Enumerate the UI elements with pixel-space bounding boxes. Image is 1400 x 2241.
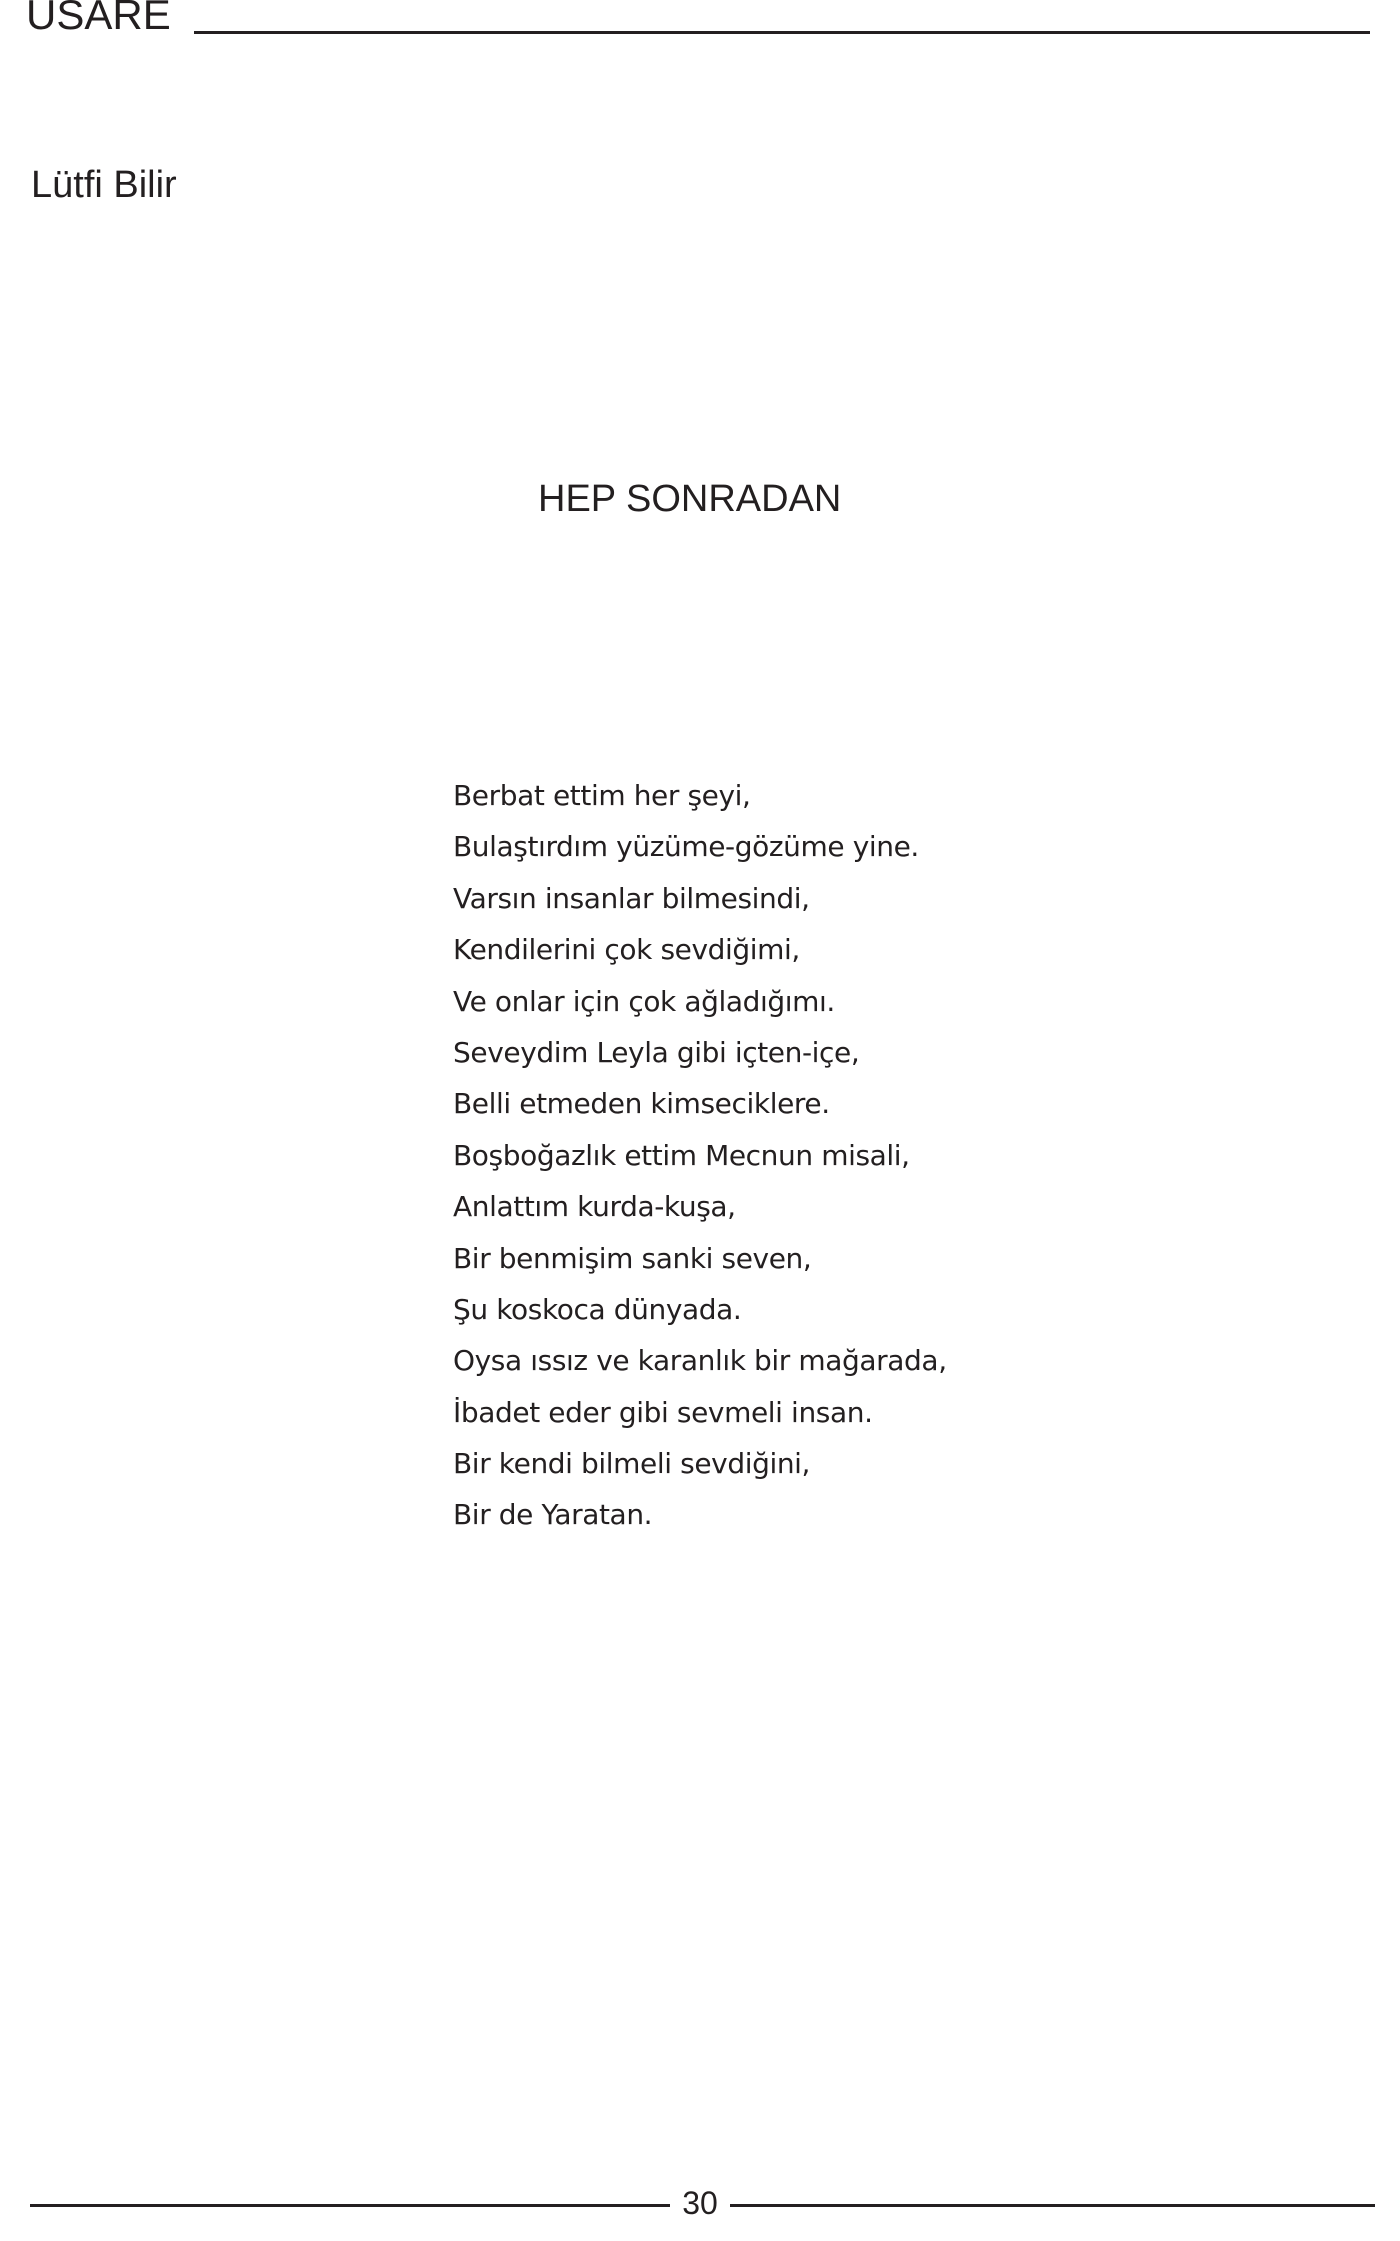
poem-line: Bir kendi bilmeli sevdiğini, [453,1447,811,1481]
poem-line: Bir benmişim sanki seven, [453,1241,812,1275]
poem-line: İbadet eder gibi sevmeli insan. [453,1395,873,1429]
poem-line: Anlattım kurda-kuşa, [453,1190,736,1224]
poem-line: Bulaştırdım yüzüme-gözüme yine. [453,830,919,864]
poem-line: Boşboğazlık ettim Mecnun misali, [453,1138,910,1172]
poem-title: HEP SONRADAN [538,478,842,520]
page-number: 30 [682,2185,718,2221]
poem-body [453,770,947,1541]
page-footer [30,2180,1375,2224]
footer-rule-right [730,2204,1375,2207]
poem-line: Seveydim Leyla gibi içten-içe, [453,1035,860,1069]
header-rule [194,31,1370,34]
running-header [26,0,1370,36]
journal-title: USARE [26,0,171,38]
poem-line: Şu koskoca dünyada. [453,1292,742,1326]
author-name: Lütfi Bilir [31,164,177,206]
poem-line: Berbat ettim her şeyi, [453,779,751,812]
footer-rule-left [30,2204,670,2207]
poem-line: Bir de Yaratan. [453,1498,653,1532]
poem-line: Ve onlar için çok ağladığımı. [453,984,835,1018]
poem-line: Belli etmeden kimseciklere. [453,1087,830,1121]
poem-line: Oysa ıssız ve karanlık bir mağarada, [453,1344,947,1378]
poem-line: Kendilerini çok sevdiğimi, [453,933,800,967]
poem-line: Varsın insanlar bilmesindi, [453,881,810,915]
